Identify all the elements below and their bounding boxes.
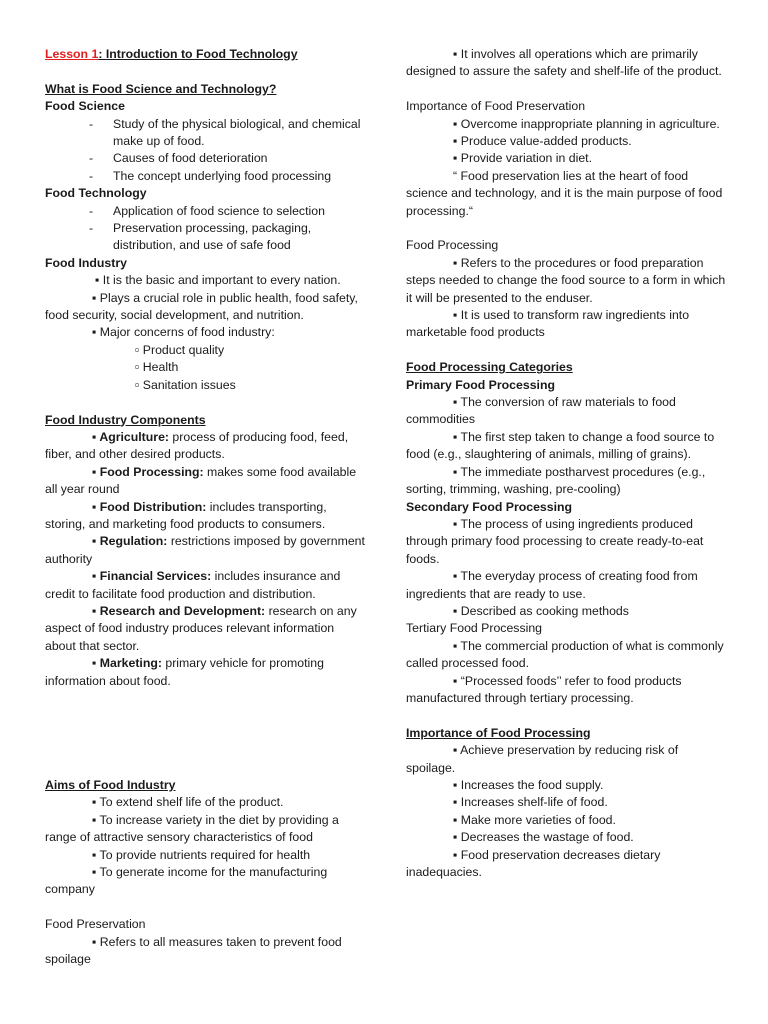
- list-item: ▪ The immediate postharvest procedures (e.g., sorting, trimming, washing, pre-cooling): [406, 464, 706, 497]
- tertiary-heading: Tertiary Food Processing: [406, 621, 543, 636]
- list-item: ▪ Financial Services: includes insurance and credit to facilitate food production and distribution.: [45, 569, 341, 601]
- list-item: ▪ The process of using ingredients produced through primary food processing to create ready-to-eat foods.: [406, 516, 704, 566]
- list-item: ▪ To increase variety in the diet by providing a range of attractive sensory characteristics of food: [45, 812, 339, 845]
- list-item: ▪ Major concerns of food industry:: [92, 325, 275, 340]
- list-item: ▪ Achieve preservation by reducing risk of spoilage.: [406, 743, 679, 775]
- list-item: ▪ Food preservation decreases dietary inadequacies.: [406, 847, 661, 880]
- list-item: ▪ The conversion of raw materials to food commodities: [406, 395, 676, 427]
- list-item: ▪ Marketing: primary vehicle for promoting information about food.: [45, 656, 324, 688]
- what-heading: What is Food Science and Technology?: [45, 81, 277, 96]
- list-item: ▪ The commercial production of what is commonly called processed food.: [406, 638, 724, 671]
- list-item: ▪ It is the basic and important to every nation.: [95, 273, 341, 288]
- list-item: ▪ Research and Development: research on any aspect of food industry produces relevant information about that sector.: [45, 603, 357, 653]
- list-item: ▪ Decreases the wastage of food.: [453, 830, 634, 845]
- right-column: [406, 46, 726, 881]
- list-item: - Causes of food deterioration: [89, 151, 268, 166]
- aims-heading: Aims of Food Industry: [45, 778, 176, 792]
- list-item: ▪ It is used to transform raw ingredients into marketable food products: [406, 308, 690, 340]
- list-item: ▪ To provide nutrients required for health: [92, 847, 311, 862]
- list-item: ▪ Overcome inappropriate planning in agriculture.: [453, 116, 720, 131]
- list-item: - Study of the physical biological, and chemical make up of food.: [89, 116, 361, 149]
- importance-preservation-heading: Importance of Food Preservation: [406, 99, 586, 114]
- list-item: ▪ Provide variation in diet.: [453, 151, 593, 166]
- secondary-heading: Secondary Food Processing: [406, 499, 573, 514]
- list-item: ▪ Food Processing: makes some food available all year round: [45, 464, 357, 497]
- list-item: ▪ The everyday process of creating food from ingredients that are ready to use.: [406, 569, 698, 601]
- list-item: - The concept underlying food processing: [89, 168, 332, 183]
- list-item: - Application of food science to selection: [89, 203, 325, 218]
- lesson-title-text: : Introduction to Food Technology: [98, 47, 298, 61]
- left-column: [45, 46, 367, 968]
- list-item: ▪ Make more varieties of food.: [453, 812, 616, 827]
- list-item: ▪ Produce value-added products.: [453, 134, 632, 149]
- list-item: ▪ Agriculture: process of producing food, feed, fiber, and other desired products.: [45, 429, 349, 462]
- components-heading: Food Industry Components: [45, 412, 206, 427]
- list-item: ▪ It involves all operations which are primarily designed to assure the safety and shelf-life of the product.: [406, 47, 722, 79]
- quote: “ Food preservation lies at the heart of food science and technology, and it is the main purpose of food processing.“: [406, 168, 723, 218]
- sub-list-item: ▫ Sanitation issues: [135, 377, 236, 392]
- list-item: ▪ Plays a crucial role in public health, food safety, food security, social development, and nutrition.: [45, 290, 358, 323]
- lesson-label: Lesson 1: [45, 47, 99, 61]
- sub-list-item: ▫ Product quality: [135, 342, 225, 357]
- lesson-title: [45, 46, 367, 63]
- list-item: ▪ To generate income for the manufacturing company: [45, 865, 328, 897]
- list-item: ▪ The first step taken to change a food source to food (e.g., slaughtering of animals, milling of grains).: [406, 429, 715, 462]
- categories-heading: Food Processing Categories: [406, 360, 573, 375]
- list-item: ▪ Increases shelf-life of food.: [453, 795, 608, 810]
- list-item: ▪ “Processed foods’’ refer to food products manufactured through tertiary processing.: [406, 673, 682, 705]
- list-item: ▪ Refers to the procedures or food preparation steps needed to change the food source to a form in which it will be presented to the enduser.: [406, 255, 726, 305]
- list-item: - Preservation processing, packaging, distribution, and use of safe food: [89, 221, 312, 253]
- list-item: ▪ Food Distribution: includes transporting, storing, and marketing food products to consumers.: [45, 499, 327, 531]
- food-preservation-heading: Food Preservation: [45, 917, 146, 932]
- food-processing-heading: Food Processing: [406, 238, 499, 253]
- sub-list-item: ▫ Health: [135, 360, 179, 375]
- list-item: ▪ To extend shelf life of the product.: [92, 795, 284, 810]
- list-item: ▪ Increases the food supply.: [453, 778, 604, 792]
- list-item: ▪ Regulation: restrictions imposed by government authority: [45, 534, 365, 566]
- primary-heading: Primary Food Processing: [406, 377, 555, 392]
- food-science-heading: Food Science: [45, 99, 125, 114]
- food-technology-heading: Food Technology: [45, 186, 147, 201]
- list-item: ▪ Refers to all measures taken to prevent food spoilage: [45, 934, 342, 967]
- importance-processing-heading: Importance of Food Processing: [406, 725, 591, 740]
- list-item: ▪ Described as cooking methods: [453, 603, 629, 618]
- food-industry-heading: Food Industry: [45, 255, 127, 270]
